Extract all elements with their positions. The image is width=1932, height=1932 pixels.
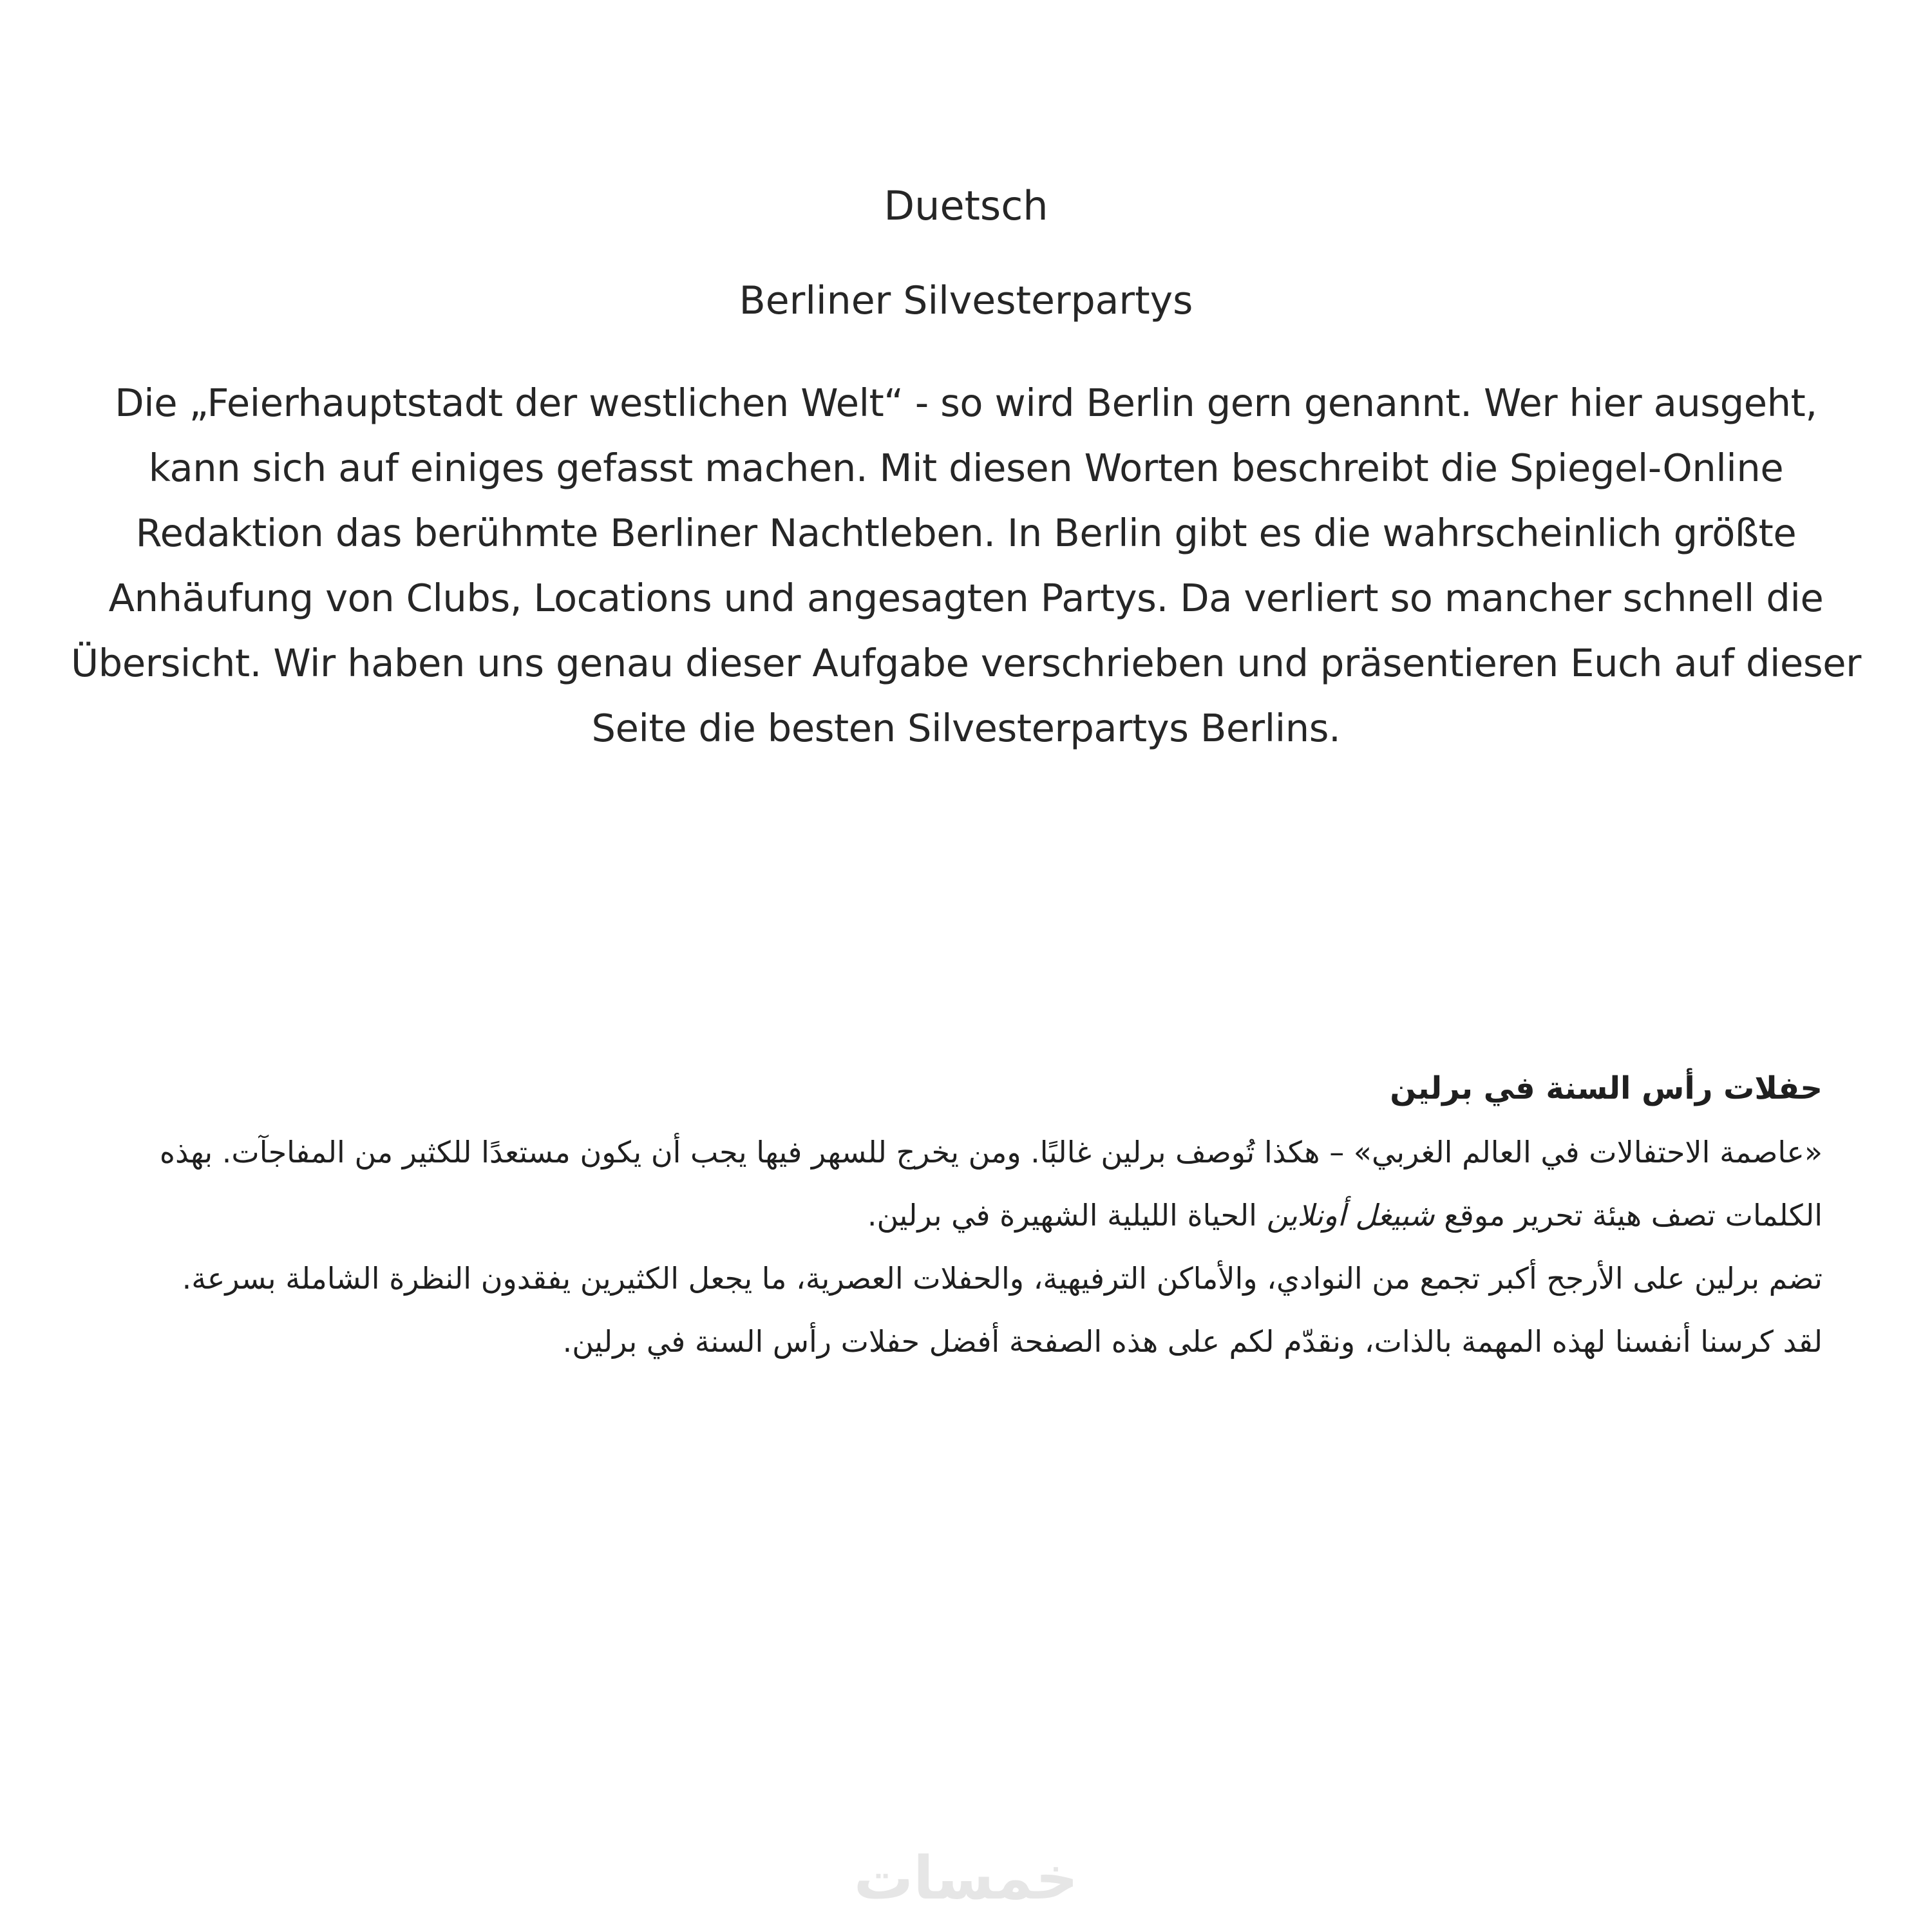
arabic-paragraph-1-start: «عاصمة الاحتفالات في العالم الغربي» – هكذا تُوصف برلين غالبًا. ومن يخرج للسهر فيها يجب أن يكون مستعدًا للكثير من المفاجآت. بهذه الكلمات تصف هيئة تحرير موقع [159, 1135, 1823, 1233]
arabic-paragraph-1 [97, 1121, 1823, 1247]
arabic-paragraph-3: لقد كرسنا أنفسنا لهذه المهمة بالذات، ونقدّم لكم على هذه الصفحة أفضل حفلات رأس السنة في برلين. [562, 1324, 1823, 1359]
khamsat-watermark-logo [837, 1842, 1095, 1913]
svg-text:خمسات: خمسات [853, 1844, 1079, 1913]
german-paragraph: Die „Feierhauptstadt der westlichen Welt“ - so wird Berlin gern genannt. Wer hier ausgeht, kann sich auf einiges gefasst machen. Mit diesen Worten beschreibt die Spiegel-Online Redaktion das berühmte Berliner Nachtleben. In Berlin gibt es die wahrscheinlich größte Anhäufung von Clubs, Locations und angesagten Partys. Da verliert so mancher schnell die Übersicht. Wir haben uns genau dieser Aufgabe verschrieben und präsentieren Euch auf dieser Seite die besten Silvesterpartys Berlins. [71, 381, 1862, 750]
spiegel-online-name: شبيغل أونلاين [1266, 1198, 1435, 1233]
language-label: Duetsch [884, 182, 1048, 229]
arabic-title: حفلات رأس السنة في برلين [1390, 1070, 1823, 1106]
arabic-paragraph-1-end: الحياة الليلية الشهيرة في برلين. [867, 1198, 1267, 1233]
german-title: Berliner Silvesterpartys [739, 278, 1193, 323]
arabic-section [97, 1056, 1823, 1373]
arabic-paragraph-2: تضم برلين على الأرجح أكبر تجمع من النوادي، والأماكن الترفيهية، والحفلات العصرية، ما يجعل الكثيرين يفقدون النظرة الشاملة بسرعة. [182, 1261, 1823, 1296]
